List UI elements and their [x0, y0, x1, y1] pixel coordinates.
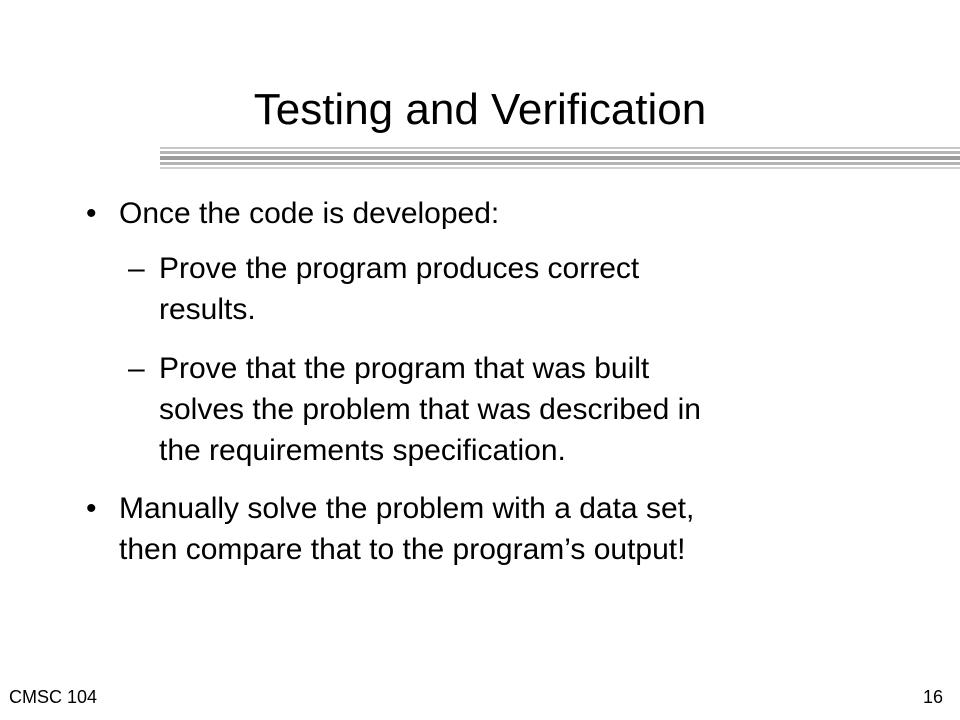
bullet-marker: •	[86, 197, 97, 230]
bullet-marker: •	[86, 492, 97, 525]
bullet-line: Manually solve the problem with a data set,	[119, 492, 695, 525]
bullet-line: then compare that to the program’s output!	[119, 533, 686, 566]
subitem-marker: –	[128, 252, 145, 285]
subitem-line: solves the problem that was described in	[159, 393, 701, 426]
slide-title: Testing and Verification	[253, 85, 707, 134]
subitem-line: Prove that the program that was built	[159, 352, 650, 385]
footer-page-number: 16	[922, 687, 943, 707]
subitem-line: the requirements specification.	[159, 434, 566, 467]
subitem-line: results.	[159, 293, 256, 326]
footer-course: CMSC 104	[9, 687, 98, 707]
subitem-marker: –	[128, 352, 145, 385]
subitem-line: Prove the program produces correct	[159, 252, 640, 285]
bullet-text: Once the code is developed:	[119, 197, 500, 230]
